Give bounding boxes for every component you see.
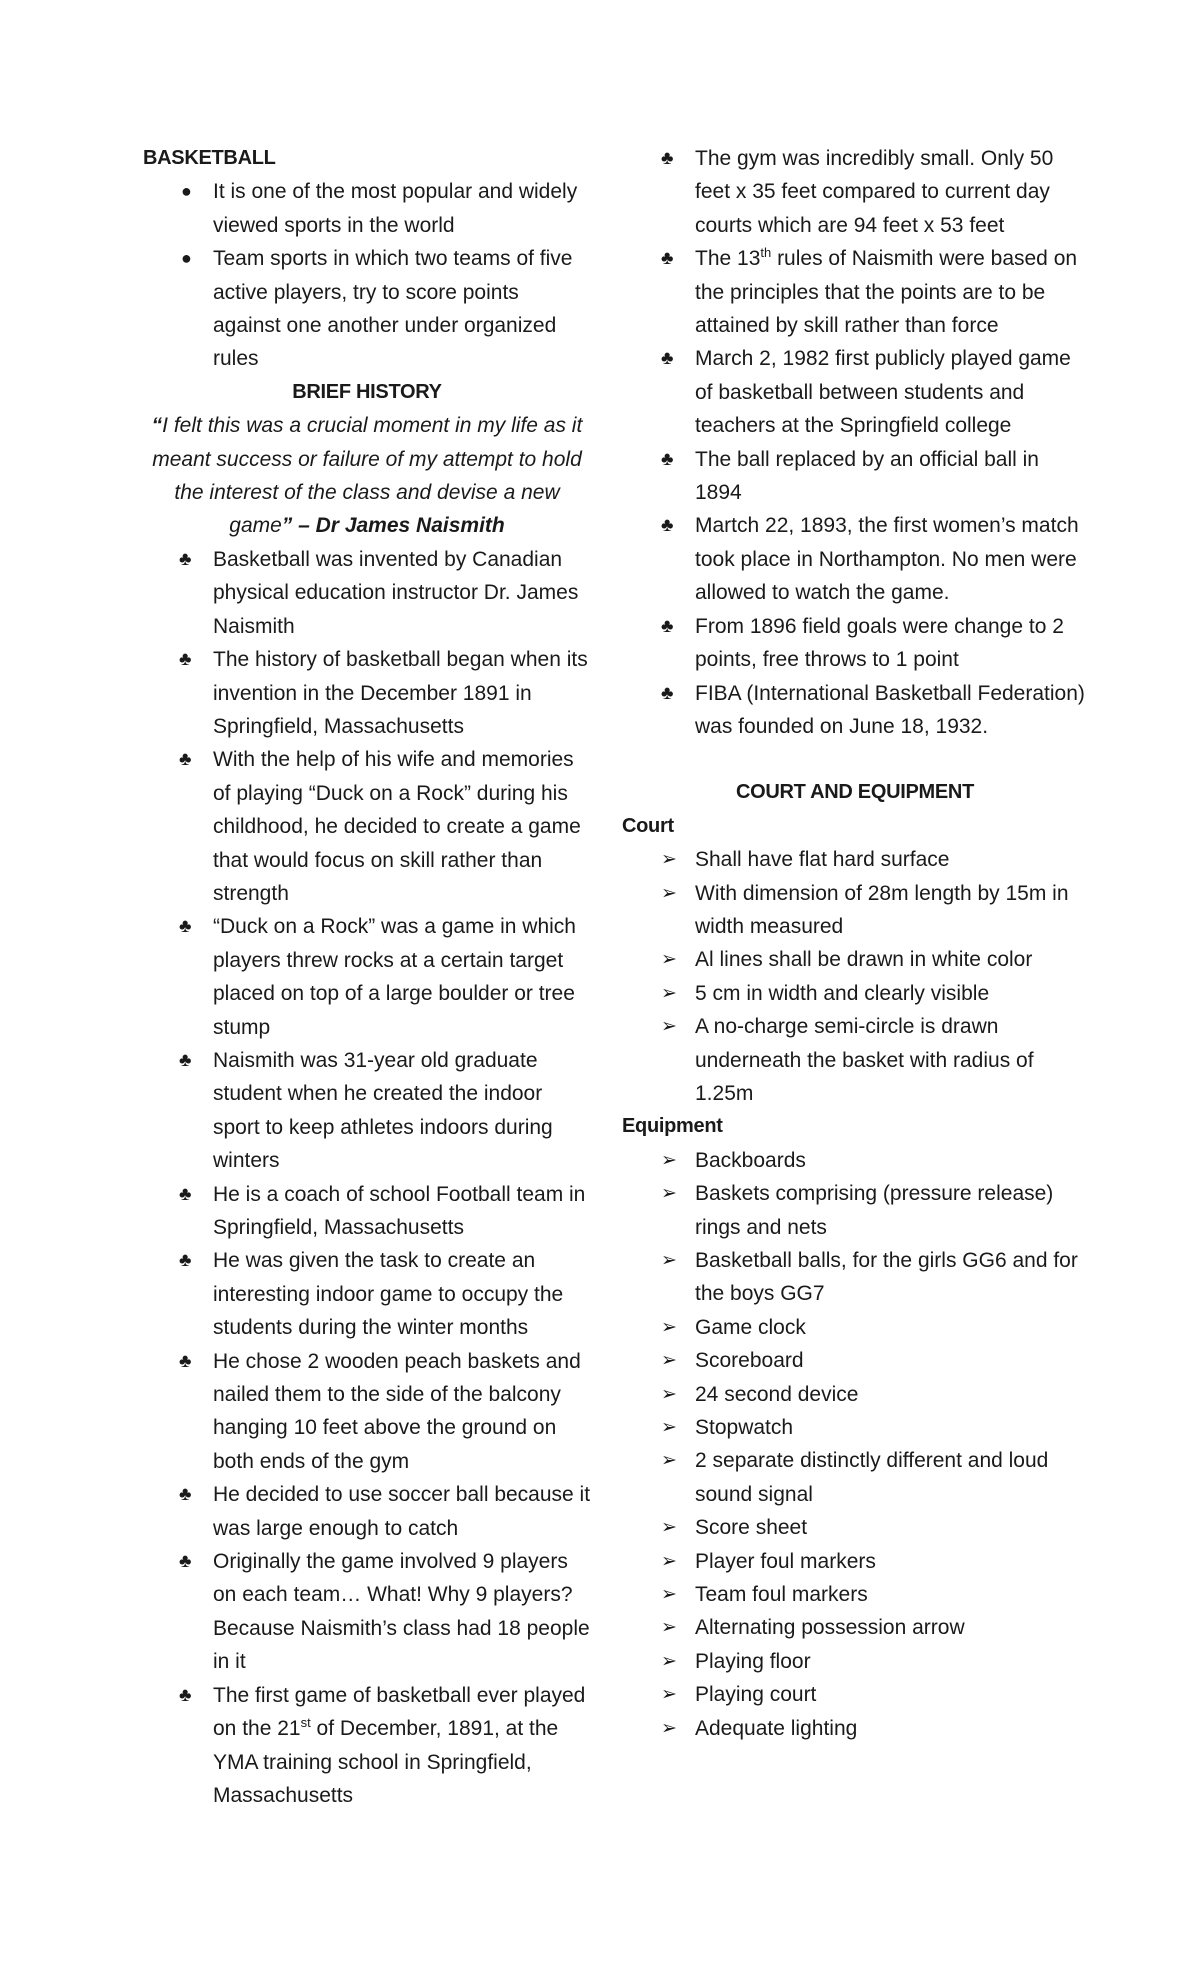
club-bullet-icon: ♣ [661,682,674,704]
club-bullet-icon: ♣ [661,515,674,537]
club-bullet-icon: ♣ [661,148,674,169]
arrow-bullet-icon: ➢ [661,1617,677,1639]
list-item: ➢ Stopwatch [625,1411,1085,1444]
list-item: ♣ The history of basketball began when its invention in the December 1891 in Springfield, Massachusetts [143,643,591,743]
court-subheading: Court [622,814,674,837]
list-item: ♣ From 1896 field goals were change to 2 points, free throws to 1 point [625,610,1085,677]
list-item: ♣ FIBA (International Basketball Federation) was founded on June 18, 1932. [625,677,1085,744]
list-item: ➢ Baskets comprising (pressure release) rings and nets [625,1177,1085,1244]
history-list [143,543,591,1812]
history-continued-list [625,142,1085,743]
list-item: ➢ With dimension of 28m length by 15m in width measured [625,877,1085,944]
list-item: ➢ Playing court [625,1678,1085,1711]
club-bullet-icon: ♣ [179,749,192,771]
right-column [622,142,1085,1745]
brief-history-heading: BRIEF HISTORY [292,380,442,403]
club-bullet-icon: ♣ [661,248,674,270]
list-item: ➢ Basketball balls, for the girls GG6 and for the boys GG7 [625,1244,1085,1311]
club-bullet-icon: ♣ [179,1183,192,1205]
arrow-bullet-icon: ➢ [661,1016,677,1038]
arrow-bullet-icon: ➢ [661,1350,677,1372]
club-bullet-icon: ♣ [179,548,192,570]
list-item: ➢ Al lines shall be drawn in white color [625,943,1085,976]
club-bullet-icon: ♣ [179,1250,192,1272]
court-equipment-heading: COURT AND EQUIPMENT [735,781,974,804]
list-item: ● Team sports in which two teams of five active players, try to score points against one another under organized rules [143,242,591,376]
club-bullet-icon: ♣ [661,348,674,370]
arrow-bullet-icon: ➢ [661,849,677,871]
arrow-bullet-icon: ➢ [661,1517,677,1539]
arrow-bullet-icon: ➢ [661,1450,677,1472]
document-title: BASKETBALL [143,147,276,169]
arrow-bullet-icon: ➢ [661,982,677,1004]
club-bullet-icon: ♣ [661,448,674,470]
club-bullet-icon: ♣ [179,916,192,938]
arrow-bullet-icon: ➢ [661,1417,677,1439]
club-bullet-icon: ♣ [179,1551,192,1573]
section-spacer [625,743,1085,776]
list-item: ➢ Game clock [625,1311,1085,1344]
list-item: ♣ Naismith was 31-year old graduate student when he created the indoor sport to keep athletes indoors during winters [143,1044,591,1178]
list-item: ➢ Playing floor [625,1645,1085,1678]
arrow-bullet-icon: ➢ [661,882,677,904]
quote-author: – Dr James Naismith [292,514,505,538]
list-item: ♣ He chose 2 wooden peach baskets and nailed them to the side of the balcony hanging 10 feet above the ground on both ends of the gym [143,1345,591,1479]
list-item: ♣ The 13th rules of Naismith were based on the principles that the points are to be attained by skill rather than force [625,242,1085,342]
list-item: ➢ Adequate lighting [625,1712,1085,1745]
list-item: ♣ He was given the task to create an interesting indoor game to occupy the students during the winter months [143,1244,591,1344]
list-item: ➢ Alternating possession arrow [625,1611,1085,1644]
list-item: ♣ He is a coach of school Football team in Springfield, Massachusetts [143,1178,591,1245]
list-item: ♣ He decided to use soccer ball because it was large enough to catch [143,1478,591,1545]
list-item: ➢ Backboards [625,1144,1085,1177]
arrow-bullet-icon: ➢ [661,1316,677,1338]
list-item: ➢ 24 second device [625,1378,1085,1411]
arrow-bullet-icon: ➢ [661,1684,677,1706]
arrow-bullet-icon: ➢ [661,1584,677,1606]
list-item: ♣ The first game of basketball ever played on the 21st of December, 1891, at the YMA training school in Springfield, Massachusetts [143,1679,591,1813]
arrow-bullet-icon: ➢ [661,1383,677,1405]
club-bullet-icon: ♣ [661,615,674,637]
list-item: ♣ Martch 22, 1893, the first women’s match took place in Northampton. No men were allowed to watch the game. [625,509,1085,609]
arrow-bullet-icon: ➢ [661,949,677,971]
list-item: ♣ “Duck on a Rock” was a game in which players threw rocks at a certain target placed on top of a large boulder or tree stump [143,910,591,1044]
list-item: ➢ Shall have flat hard surface [625,843,1085,876]
arrow-bullet-icon: ➢ [661,1149,677,1171]
list-item: ● It is one of the most popular and widely viewed sports in the world [143,175,591,242]
bullet-dot-icon: ● [181,248,192,269]
list-item: ♣ With the help of his wife and memories of playing “Duck on a Rock” during his childhood, he decided to create a game that would focus on skill rather than strength [143,743,591,910]
list-item: ➢ 2 separate distinctly different and loud sound signal [625,1444,1085,1511]
club-bullet-icon: ♣ [179,1049,192,1071]
list-item: ➢ 5 cm in width and clearly visible [625,977,1085,1010]
club-bullet-icon: ♣ [179,649,192,671]
intro-list [143,175,591,375]
left-column [143,142,591,1812]
arrow-bullet-icon: ➢ [661,1550,677,1572]
arrow-bullet-icon: ➢ [661,1650,677,1672]
list-item: ♣ March 2, 1982 first publicly played game of basketball between students and teachers at the Springfield college [625,342,1085,442]
arrow-bullet-icon: ➢ [661,1183,677,1205]
equipment-subheading: Equipment [622,1115,723,1138]
list-item: ➢ A no-charge semi-circle is drawn underneath the basket with radius of 1.25m [625,1010,1085,1110]
naismith-quote: “I felt this was a crucial moment in my life as it meant success or failure of my attempt to hold the interest of the class and devise a new game” – Dr James Naismith [151,414,583,538]
club-bullet-icon: ♣ [179,1684,192,1706]
club-bullet-icon: ♣ [179,1484,192,1506]
equipment-list [625,1144,1085,1745]
list-item: ➢ Team foul markers [625,1578,1085,1611]
arrow-bullet-icon: ➢ [661,1717,677,1739]
list-item: ➢ Player foul markers [625,1545,1085,1578]
list-item: ♣ Basketball was invented by Canadian physical education instructor Dr. James Naismith [143,543,591,643]
arrow-bullet-icon: ➢ [661,1250,677,1271]
list-item: ➢ Score sheet [625,1511,1085,1544]
bullet-dot-icon: ● [181,181,192,202]
club-bullet-icon: ♣ [179,1350,192,1372]
list-item: ♣ The ball replaced by an official ball in 1894 [625,443,1085,510]
list-item: ➢ Scoreboard [625,1344,1085,1377]
court-list [625,843,1085,1110]
list-item: ♣ The gym was incredibly small. Only 50 feet x 35 feet compared to current day courts which are 94 feet x 53 feet [625,142,1085,242]
list-item: ♣ Originally the game involved 9 players on each team… What! Why 9 players? Because Naismith’s class had 18 people in it [143,1545,591,1679]
